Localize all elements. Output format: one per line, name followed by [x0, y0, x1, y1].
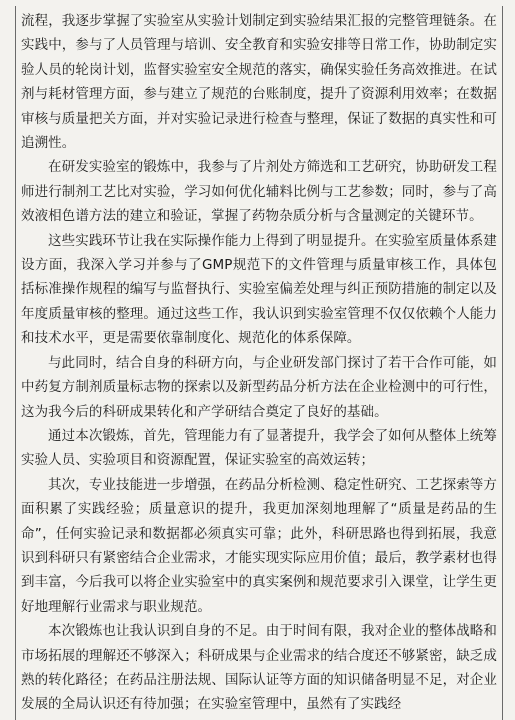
paragraph-professional-skills: 其次，专业技能进一步增强，在药品分析检测、稳定性研究、工艺探索等方面积累了实践经验；质量意识的提升，我更加深刻地理解了“质量是药品的生命”，任何实验记录和数据都必须真实可靠；此外，科研思路也得到拓展，我意识到科研只有紧密结合企业需求，才能实现实际应用价值；最后，教学素材也得到丰富，今后我可以将企业实验室中的真实案例和规范要求引入课堂，让学生更好地理解行业需求与职业规范。 [21, 476, 497, 615]
paragraph-management-ability: 通过本次锻炼，首先，管理能力有了显著提升，我学会了如何从整体上统筹实验人员、实验项目和资源配置，保证实验室的高效运转； [21, 427, 497, 469]
paragraph-research-cooperation: 与此同时，结合自身的科研方向，与企业研发部门探讨了若干合作可能，如中药复方制剂质量标志物的探索以及新型药品分析方法在企业检测中的可行性，这为我今后的科研成果转化和产学研结合奠定了良好的基础。 [21, 354, 497, 420]
paragraph-continuation: 流程，我逐步掌握了实验室从实验计划制定到实验结果汇报的完整管理链条。在实践中，参与了人员管理与培训、安全教育和实验安排等日常工作，协助制定实验人员的轮岗计划，监督实验室安全规范的落实，确保实验任务高效推进。在试剂与耗材管理方面，参与建立了规范的台账制度，提升了资源利用效率；在数据审核与质量把关方面，并对实验记录进行检查与整理，保证了数据的真实性和可追溯性。 [21, 13, 497, 152]
paragraph-shortcomings: 本次锻炼也让我认识到自身的不足。由于时间有限，我对企业的整体战略和市场拓展的理解还不够深入；科研成果与企业需求的结合度还不够紧密，缺乏成熟的转化路径；在药品注册法规、国际认证等方面的知识储备明显不足，对企业发展的全局认识还有待加强；在实验室管理中，虽然有了实践经 [21, 623, 497, 713]
paragraph-quality-system: 这些实践环节让我在实际操作能力上得到了明显提升。在实验室质量体系建设方面，我深入学习并参与了GMP规范下的文件管理与质量审核工作，具体包括标准操作规程的编写与监督执行、实验室偏差处理与纠正预防措施的制定以及年度质量审核的整理。通过这些工作，我认识到实验室管理不仅仅依赖个人能力和技术水平，更是需要依靠制度化、规范化的体系保障。 [21, 232, 497, 347]
paragraph-rd-lab: 在研发实验室的锻炼中，我参与了片剂处方筛选和工艺研究，协助研发工程师进行制剂工艺比对实验，学习如何优化辅料比例与工艺参数；同时，参与了高效液相色谱方法的建立和验证，掌握了药物杂质分析与含量测定的关键环节。 [21, 159, 497, 225]
document-body [17, 9, 501, 717]
